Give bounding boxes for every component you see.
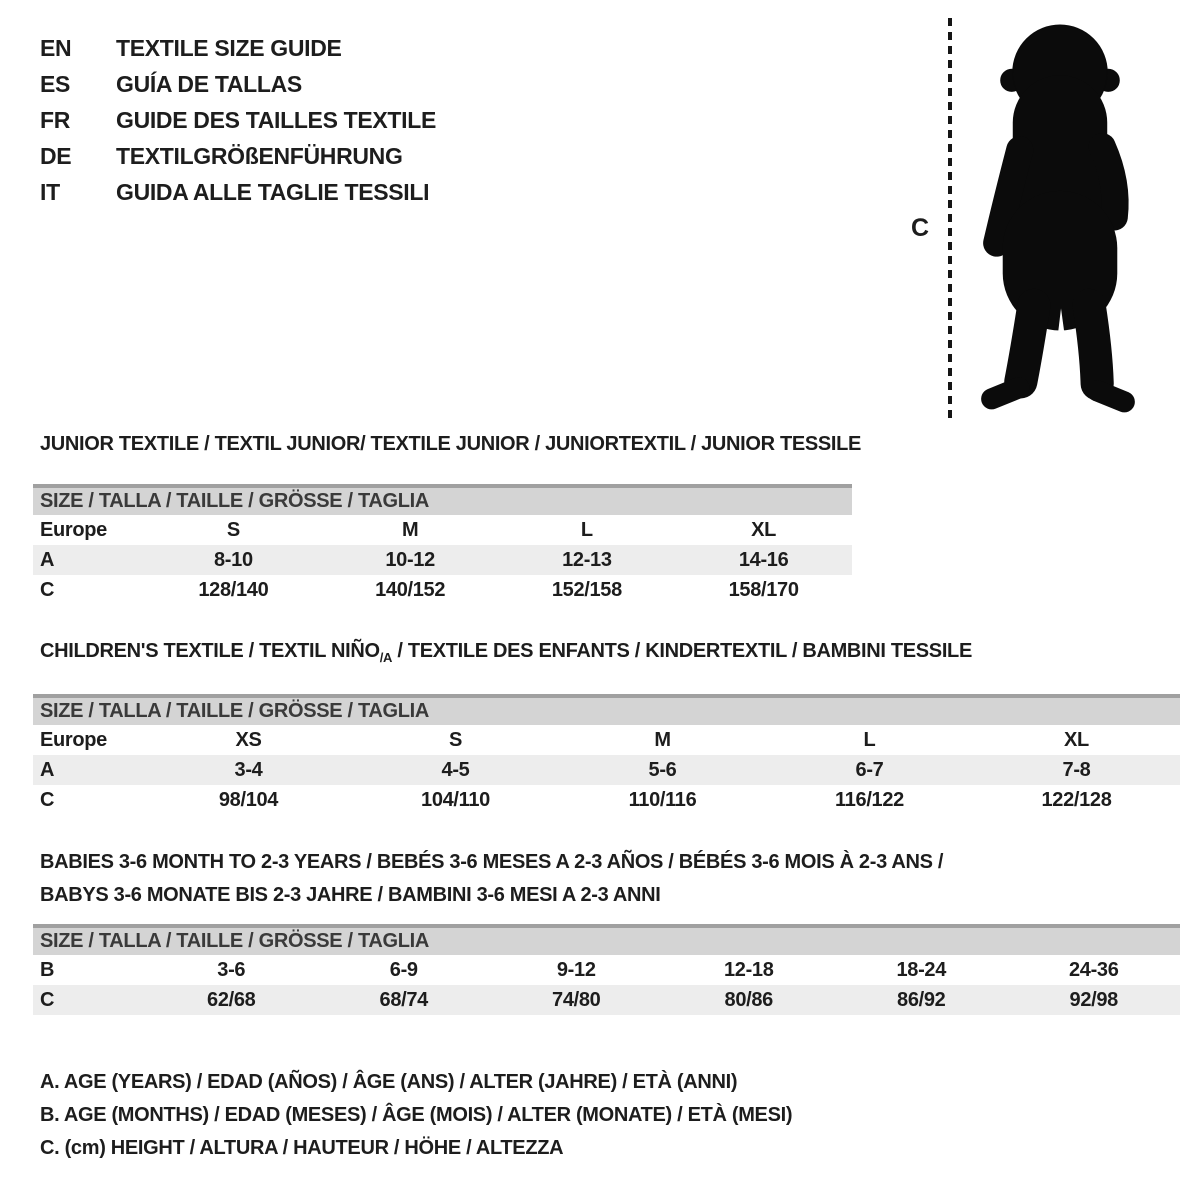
legend-line-c: C. (cm) HEIGHT / ALTURA / HAUTEUR / HÖHE / ALTEZZA [40,1137,564,1159]
age-cell: 3-6 [217,959,246,981]
height-cell: 92/98 [1069,989,1118,1011]
row-label: C [40,579,55,601]
age-cell: 6-7 [855,759,884,781]
children-size-header-bar: SIZE / TALLA / TAILLE / GRÖSSE / TAGLIA [33,694,1180,725]
age-cell: 4-5 [441,759,470,781]
junior-size-table [33,484,852,605]
height-cell: 116/122 [835,789,904,811]
children-size-table [33,694,1180,815]
row-label: A [40,549,55,571]
age-cell: 14-16 [738,549,789,571]
age-cell: 24-36 [1068,959,1119,981]
measure-legend [40,1066,792,1165]
guide-title: TEXTILGRÖßENFÜHRUNG [116,143,403,169]
table-row-europe [33,725,1180,755]
age-cell: 9-12 [556,959,596,981]
age-cell: 18-24 [896,959,947,981]
age-cell: 7-8 [1062,759,1091,781]
babies-title-line1: BABIES 3-6 MONTH TO 2-3 YEARS / BEBÉS 3-6 MESES A 2-3 AÑOS / BÉBÉS 3-6 MOIS À 2-3 ANS / [40,851,944,873]
guide-title: GUIDE DES TAILLES TEXTILE [116,107,436,133]
size-cell: S [226,519,240,541]
toddler-silhouette-icon [961,14,1159,426]
size-cell: XS [235,729,262,751]
row-label: Europe [40,729,107,751]
height-cell: 80/86 [724,989,773,1011]
language-code: ES [40,71,71,97]
babies-size-table [33,924,1180,1015]
language-code: EN [40,35,72,61]
height-measure-figure [905,14,1165,426]
size-cell: L [580,519,593,541]
guide-title: TEXTILE SIZE GUIDE [116,35,342,61]
legend-line-a: A. AGE (YEARS) / EDAD (AÑOS) / ÂGE (ANS) / ALTER (JAHRE) / ETÀ (ANNI) [40,1071,738,1093]
row-label: C [40,789,55,811]
table-row-europe [33,515,852,545]
language-row-it [40,174,436,210]
table-row-height-cm [33,575,852,605]
age-cell: 12-13 [562,549,612,571]
height-cell: 152/158 [551,579,622,601]
row-label: A [40,759,55,781]
size-cell: XL [751,519,777,541]
age-cell: 6-9 [389,959,418,981]
height-cell: 104/110 [421,789,490,811]
size-cell: L [863,729,876,751]
language-row-fr [40,102,436,138]
language-row-en [40,30,436,66]
babies-title-line2: BABYS 3-6 MONATE BIS 2-3 JAHRE / BAMBINI 3-6 MESI A 2-3 ANNI [40,884,661,906]
row-label: Europe [40,519,107,541]
height-cell: 98/104 [218,789,279,811]
babies-section-title [40,846,943,912]
row-label: B [40,959,55,981]
age-cell: 5-6 [648,759,677,781]
age-cell: 8-10 [214,549,253,571]
guide-title: GUÍA DE TALLAS [116,71,302,97]
junior-section-title: JUNIOR TEXTILE / TEXTIL JUNIOR/ TEXTILE JUNIOR / JUNIORTEXTIL / JUNIOR TESSILE [40,433,862,455]
height-cell: 140/152 [375,579,446,601]
junior-size-header-bar: SIZE / TALLA / TAILLE / GRÖSSE / TAGLIA [33,484,852,515]
height-cell: 110/116 [628,789,697,811]
babies-size-header-bar: SIZE / TALLA / TAILLE / GRÖSSE / TAGLIA [33,924,1180,955]
children-title-subscript: /A [379,650,393,665]
language-code: DE [40,143,72,169]
size-cell: XL [1064,729,1089,751]
row-label: C [40,989,55,1011]
guide-title: GUIDA ALLE TAGLIE TESSILI [116,179,430,205]
table-row-height-cm [33,785,1180,815]
age-cell: 10-12 [385,549,435,571]
age-cell: 3-4 [234,759,263,781]
height-cell: 74/80 [552,989,601,1011]
language-code: IT [40,179,60,205]
age-cell: 12-18 [723,959,774,981]
children-title-rest: / TEXTILE DES ENFANTS / KINDERTEXTIL / BAMBINI TESSILE [392,640,972,662]
table-row-height-cm [33,985,1180,1015]
measure-c-label: C [911,214,929,242]
height-cell: 128/140 [198,579,269,601]
language-code: FR [40,107,71,133]
height-cell: 122/128 [1041,789,1112,811]
height-cell: 68/74 [379,989,428,1011]
children-section-title [40,640,972,665]
table-row-age-years [33,755,1180,785]
language-row-es [40,66,436,102]
legend-line-b: B. AGE (MONTHS) / EDAD (MESES) / ÂGE (MOIS) / ALTER (MONATE) / ETÀ (MESI) [40,1104,793,1126]
table-row-age-months [33,955,1180,985]
table-row-age-years [33,545,852,575]
height-cell: 62/68 [207,989,256,1011]
height-cell: 158/170 [728,579,799,601]
language-row-de [40,138,436,174]
size-cell: M [654,729,671,751]
dashed-height-line [948,18,952,418]
size-cell: S [448,729,463,751]
children-title-main: CHILDREN'S TEXTILE / TEXTIL NIÑO [40,640,380,662]
height-cell: 86/92 [897,989,946,1011]
size-cell: M [401,519,419,541]
language-title-list [40,30,436,210]
